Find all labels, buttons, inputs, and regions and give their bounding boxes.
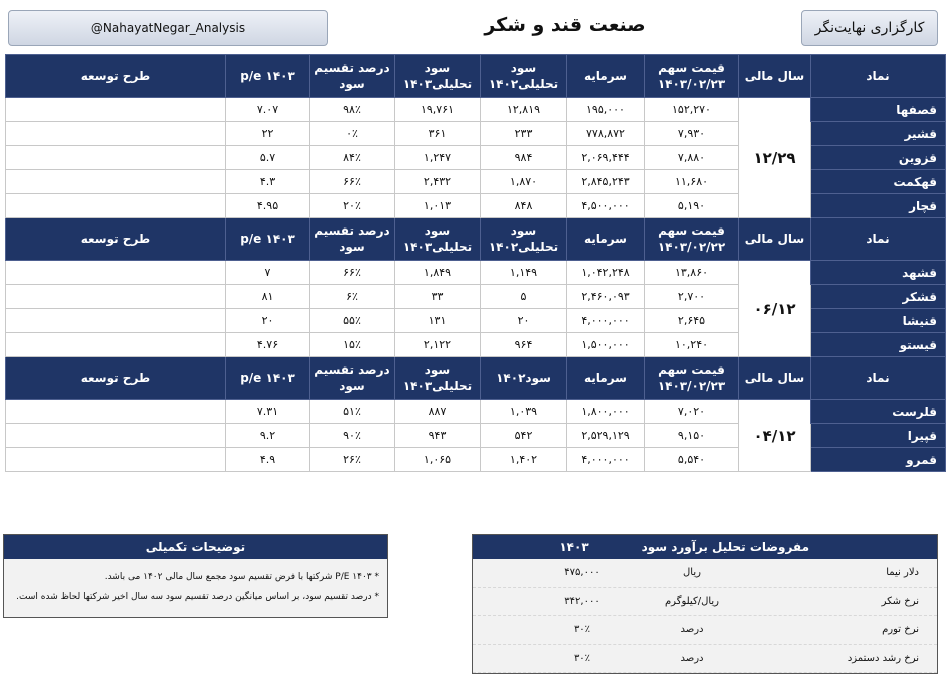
payout-cell: ۶۶٪ [310,170,395,194]
eps-1402-cell: ۲۰ [481,309,567,333]
pe-cell: ۲۰ [226,309,310,333]
eps-1402-cell: ۸۴۸ [481,194,567,218]
payout-cell: ۱۵٪ [310,333,395,357]
pe-cell: ۵.۷ [226,146,310,170]
payout-cell: ۵۱٪ [310,400,395,424]
symbol-cell: قمرو [811,448,946,472]
eps-1403-cell: ۳۶۱ [395,122,481,146]
assumption-unit: ریال/کیلوگرم [664,595,720,607]
group-header-row [6,218,946,261]
price-cell: ۲,۷۰۰ [645,285,739,309]
sugar-industry-table [5,54,946,472]
column-header: سود تحلیلی۱۴۰۲ [481,55,567,98]
capital-cell: ۲,۵۲۹,۱۲۹ [567,424,645,448]
assumption-value: ۴۷۵,۰۰۰ [564,567,600,579]
eps-1402-cell: ۱,۸۷۰ [481,170,567,194]
assumption-row [473,645,937,674]
payout-cell: ۵۵٪ [310,309,395,333]
assumption-label: دلار نیما [886,567,919,579]
column-header: p/e ۱۴۰۳ [226,218,310,261]
eps-1402-cell: ۱,۴۰۲ [481,448,567,472]
capital-cell: ۴,۰۰۰,۰۰۰ [567,309,645,333]
payout-cell: ۹۰٪ [310,424,395,448]
assumption-label: نرخ رشد دستمزد [847,652,919,664]
column-header: طرح توسعه [6,357,226,400]
capital-cell: ۴,۵۰۰,۰۰۰ [567,194,645,218]
plan-cell [6,170,226,194]
column-header: سرمایه [567,218,645,261]
capital-cell: ۲,۴۶۰,۰۹۳ [567,285,645,309]
column-header: سود تحلیلی۱۴۰۳ [395,357,481,400]
assumption-value: ۳۰٪ [573,652,591,664]
channel-handle [8,10,328,46]
column-header: نماد [811,55,946,98]
assumptions-year: ۱۴۰۳ [559,540,589,554]
column-header: سود تحلیلی۱۴۰۳ [395,55,481,98]
symbol-cell: قهکمت [811,170,946,194]
eps-1403-cell: ۹۴۳ [395,424,481,448]
eps-1403-cell: ۱,۸۴۹ [395,261,481,285]
column-header: قیمت سهم ۱۴۰۳/۰۲/۲۳ [645,55,739,98]
assumption-unit: ریال [683,567,701,579]
symbol-cell: قزوین [811,146,946,170]
column-header: سود تحلیلی۱۴۰۳ [395,218,481,261]
fiscal-year-cell: ۰۶/۱۲ [739,261,811,357]
notes-panel [3,534,388,618]
column-header: نماد [811,218,946,261]
column-header: p/e ۱۴۰۳ [226,55,310,98]
assumption-label: نرخ تورم [882,624,919,636]
eps-1402-cell: ۹۶۴ [481,333,567,357]
payout-cell: ۶۶٪ [310,261,395,285]
eps-1403-cell: ۱,۰۶۵ [395,448,481,472]
fiscal-year-cell: ۰۴/۱۲ [739,400,811,472]
pe-cell: ۴.۷۶ [226,333,310,357]
note-item: * درصد تقسیم سود، بر اساس میانگین درصد تقسیم سود سه سال اخیر شرکتها لحاظ شده است. [16,592,379,602]
assumption-row [473,559,937,588]
price-cell: ۷,۰۲۰ [645,400,739,424]
assumption-label: نرخ شکر [881,595,919,607]
column-header: درصد تقسیم سود [310,55,395,98]
symbol-cell: قشکر [811,285,946,309]
column-header: قیمت سهم ۱۴۰۳/۰۲/۲۲ [645,218,739,261]
capital-cell: ۱,۵۰۰,۰۰۰ [567,333,645,357]
assumption-row [473,588,937,617]
column-header: درصد تقسیم سود [310,218,395,261]
symbol-cell: قپیرا [811,424,946,448]
column-header: p/e ۱۴۰۳ [226,357,310,400]
payout-cell: ۹۸٪ [310,98,395,122]
assumption-row [473,616,937,645]
plan-cell [6,400,226,424]
symbol-cell: قلرست [811,400,946,424]
eps-1403-cell: ۱۳۱ [395,309,481,333]
pe-cell: ۴.۹ [226,448,310,472]
price-cell: ۷,۸۸۰ [645,146,739,170]
payout-cell: ۸۴٪ [310,146,395,170]
note-item: * P/E ۱۴۰۳ شرکتها با فرض تقسیم سود مجمع سال مالی ۱۴۰۲ می باشد. [104,572,379,582]
symbol-cell: قیستو [811,333,946,357]
pe-cell: ۴.۳ [226,170,310,194]
table-row [6,98,946,122]
pe-cell: ۲۲ [226,122,310,146]
capital-cell: ۷۷۸,۸۷۲ [567,122,645,146]
fiscal-year-cell: ۱۲/۲۹ [739,98,811,218]
brokerage-name-text: کارگزاری نهایت‌نگر [814,20,925,36]
assumption-unit: درصد [680,652,704,664]
table-row [6,261,946,285]
column-header: طرح توسعه [6,55,226,98]
group-header-row [6,357,946,400]
assumption-value: ۳۴۲,۰۰۰ [564,595,600,607]
price-cell: ۵,۵۴۰ [645,448,739,472]
symbol-cell: قشیر [811,122,946,146]
column-header: سود۱۴۰۲ [481,357,567,400]
eps-1403-cell: ۲,۴۳۲ [395,170,481,194]
price-cell: ۵,۱۹۰ [645,194,739,218]
pe-cell: ۷ [226,261,310,285]
assumption-value: ۳۰٪ [573,624,591,636]
assumptions-panel [472,534,938,674]
capital-cell: ۲,۰۶۹,۴۴۴ [567,146,645,170]
eps-1403-cell: ۳۳ [395,285,481,309]
plan-cell [6,146,226,170]
channel-handle-text: @NahayatNegar_Analysis [90,21,246,35]
capital-cell: ۲,۸۴۵,۲۴۳ [567,170,645,194]
price-cell: ۱۱,۶۸۰ [645,170,739,194]
eps-1402-cell: ۵۴۲ [481,424,567,448]
eps-1403-cell: ۲,۱۲۲ [395,333,481,357]
price-cell: ۹,۱۵۰ [645,424,739,448]
column-header: سال مالی [739,218,811,261]
eps-1402-cell: ۱,۱۴۹ [481,261,567,285]
payout-cell: ۲۰٪ [310,194,395,218]
column-header: نماد [811,357,946,400]
price-cell: ۱۳,۸۶۰ [645,261,739,285]
eps-1403-cell: ۱,۲۴۷ [395,146,481,170]
table-row [6,400,946,424]
symbol-cell: قشهد [811,261,946,285]
plan-cell [6,285,226,309]
pe-cell: ۴.۹۵ [226,194,310,218]
eps-1402-cell: ۵ [481,285,567,309]
plan-cell [6,194,226,218]
price-cell: ۲,۶۴۵ [645,309,739,333]
plan-cell [6,448,226,472]
plan-cell [6,261,226,285]
assumption-unit: درصد [680,624,704,636]
eps-1402-cell: ۱,۰۳۹ [481,400,567,424]
plan-cell [6,424,226,448]
capital-cell: ۱,۸۰۰,۰۰۰ [567,400,645,424]
column-header: سال مالی [739,55,811,98]
payout-cell: ۲۶٪ [310,448,395,472]
eps-1403-cell: ۱,۰۱۳ [395,194,481,218]
eps-1403-cell: ۱۹,۷۶۱ [395,98,481,122]
symbol-cell: قنیشا [811,309,946,333]
column-header: سال مالی [739,357,811,400]
group-header-row [6,55,946,98]
column-header: سرمایه [567,357,645,400]
pe-cell: ۷.۳۱ [226,400,310,424]
column-header: سرمایه [567,55,645,98]
column-header: قیمت سهم ۱۴۰۳/۰۲/۲۳ [645,357,739,400]
symbol-cell: قصفها [811,98,946,122]
plan-cell [6,98,226,122]
assumptions-title: مفروضات تحلیل برآورد سود [641,540,809,554]
brokerage-name [801,10,938,46]
price-cell: ۱۰,۲۴۰ [645,333,739,357]
payout-cell: ۶٪ [310,285,395,309]
column-header: طرح توسعه [6,218,226,261]
plan-cell [6,309,226,333]
price-cell: ۷,۹۳۰ [645,122,739,146]
capital-cell: ۱,۰۴۲,۲۴۸ [567,261,645,285]
eps-1402-cell: ۲۳۳ [481,122,567,146]
plan-cell [6,122,226,146]
notes-title: توضیحات تکمیلی [4,535,387,559]
eps-1402-cell: ۹۸۴ [481,146,567,170]
pe-cell: ۷.۰۷ [226,98,310,122]
symbol-cell: قچار [811,194,946,218]
plan-cell [6,333,226,357]
payout-cell: ۰٪ [310,122,395,146]
page-title: صنعت قند و شکر [484,14,646,36]
capital-cell: ۱۹۵,۰۰۰ [567,98,645,122]
pe-cell: ۹.۲ [226,424,310,448]
price-cell: ۱۵۲,۲۷۰ [645,98,739,122]
column-header: درصد تقسیم سود [310,357,395,400]
eps-1403-cell: ۸۸۷ [395,400,481,424]
eps-1402-cell: ۱۲,۸۱۹ [481,98,567,122]
column-header: سود تحلیلی۱۴۰۲ [481,218,567,261]
capital-cell: ۴,۰۰۰,۰۰۰ [567,448,645,472]
pe-cell: ۸۱ [226,285,310,309]
